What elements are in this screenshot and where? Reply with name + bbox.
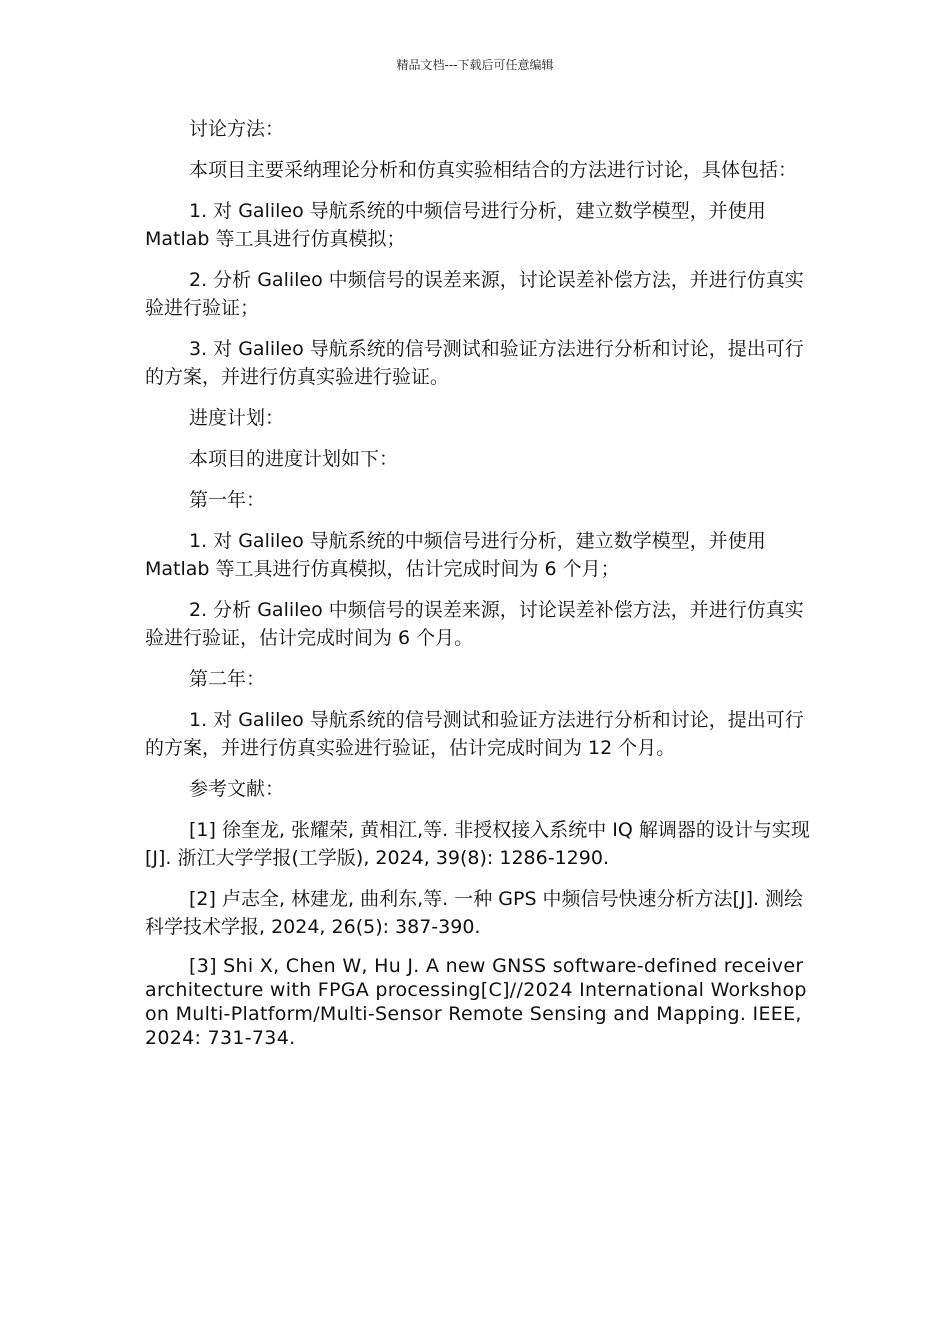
list-item-method-2: 2. 分析 Galileo 中频信号的误差来源，讨论误差补偿方法，并进行仿真实验进行验证； bbox=[145, 269, 804, 319]
reference-item-2: [2] 卢志全, 林建龙, 曲利东,等. 一种 GPS 中频信号快速分析方法[J]. 测绘科学技术学报, 2024, 26(5): 387-390. bbox=[145, 888, 804, 938]
paragraph-schedule-intro: 本项目的进度计划如下： bbox=[189, 448, 399, 470]
subheading-year-two: 第二年： bbox=[189, 668, 266, 690]
list-item-year-one-2: 2. 分析 Galileo 中频信号的误差来源，讨论误差补偿方法，并进行仿真实验进行验证，估计完成时间为 6 个月。 bbox=[145, 599, 804, 649]
section-heading-references: 参考文献： bbox=[189, 778, 285, 800]
list-item-method-3: 3. 对 Galileo 导航系统的信号测试和验证方法进行分析和讨论，提出可行的方案，并进行仿真实验进行验证。 bbox=[145, 338, 804, 388]
list-item-year-two-1: 1. 对 Galileo 导航系统的信号测试和验证方法进行分析和讨论，提出可行的方案，并进行仿真实验进行验证，估计完成时间为 12 个月。 bbox=[145, 709, 804, 759]
document-body bbox=[145, 115, 810, 1063]
reference-item-1: [1] 徐奎龙, 张耀荣, 黄相江,等. 非授权接入系统中 IQ 解调器的设计与实现[J]. 浙江大学学报(工学版), 2024, 39(8): 1286-1290. bbox=[145, 819, 810, 869]
section-heading-schedule: 进度计划： bbox=[189, 407, 285, 429]
list-item-method-1: 1. 对 Galileo 导航系统的中频信号进行分析，建立数学模型，并使用 Matlab 等工具进行仿真模拟； bbox=[145, 200, 766, 250]
page-header: 精品文档---下载后可任意编辑 bbox=[396, 58, 554, 72]
list-item-year-one-1: 1. 对 Galileo 导航系统的中频信号进行分析，建立数学模型，并使用 Matlab 等工具进行仿真模拟，估计完成时间为 6 个月； bbox=[145, 530, 766, 580]
subheading-year-one: 第一年： bbox=[189, 489, 266, 511]
section-heading-methods: 讨论方法： bbox=[189, 118, 285, 140]
paragraph-methods-intro: 本项目主要采纳理论分析和仿真实验相结合的方法进行讨论，具体包括： bbox=[189, 159, 798, 181]
reference-item-3: [3] Shi X, Chen W, Hu J. A new GNSS software-defined receiver architecture with FPGA processing[C]//2024 International Workshop on Multi-Platform/Multi-Sensor Remote Sensing and Mapping. IEEE, 2024: 731-734. bbox=[145, 955, 807, 1049]
